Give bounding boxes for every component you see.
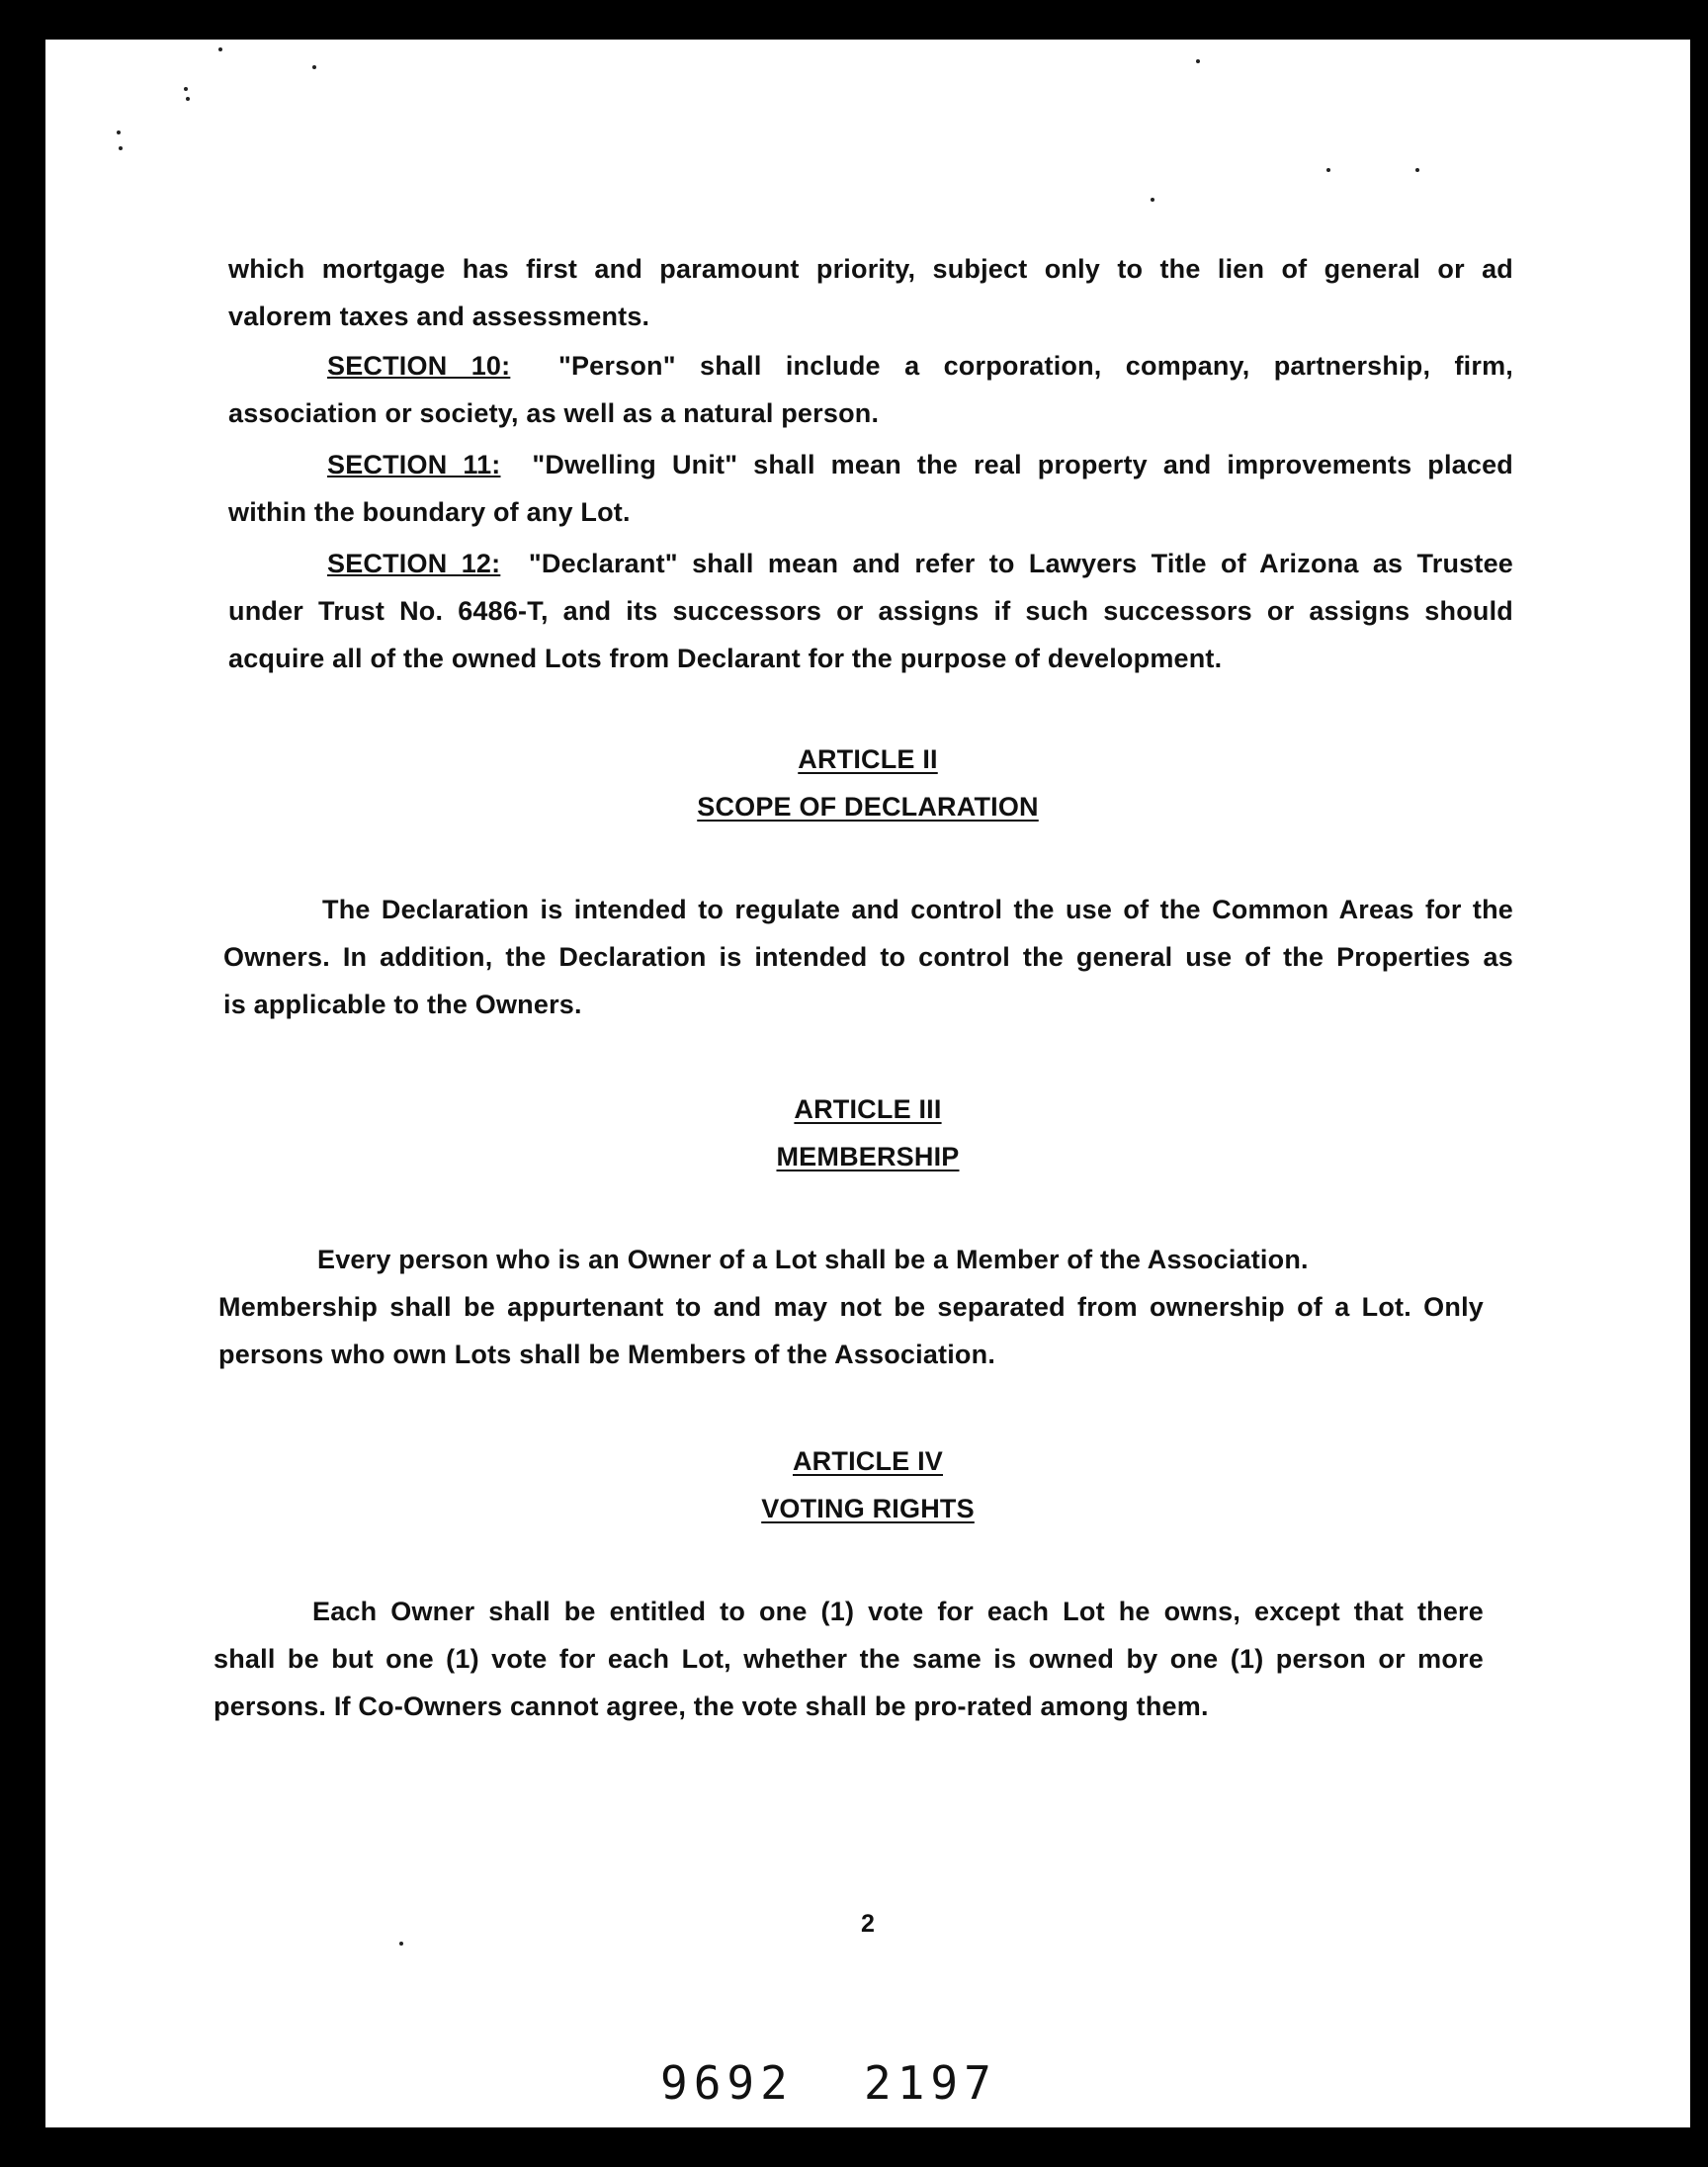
scan-speck: [1196, 59, 1200, 63]
section-11: [228, 441, 1513, 536]
section-label: SECTION 12:: [327, 549, 501, 578]
scan-speck: [399, 1942, 403, 1946]
article-4-title: VOTING RIGHTS: [761, 1494, 975, 1523]
section-12: [228, 540, 1513, 682]
text-line: acquire all of the owned Lots from Declarant for the purpose of development.: [228, 644, 1223, 673]
text-line: Every person who is an Owner of a Lot shall be a Member of the Association.: [317, 1245, 1309, 1274]
article-3-number: ARTICLE III: [794, 1094, 942, 1124]
text-line: under Trust No. 6486-T, and its successors or assigns if such successors or assigns should: [228, 596, 1513, 626]
scan-speck: [184, 87, 188, 91]
text-line: valorem taxes and assessments.: [228, 302, 650, 331]
text-line: association or society, as well as a natural person.: [228, 398, 880, 428]
document-body: [45, 40, 1690, 2127]
section-text: "Dwelling Unit" shall mean the real property and improvements placed: [532, 450, 1513, 479]
paragraph-article-2: [223, 886, 1513, 1028]
article-2-number: ARTICLE II: [798, 744, 938, 774]
text-line: shall be but one (1) vote for each Lot, whether the same is owned by one (1) person or more: [214, 1644, 1484, 1674]
paragraph-article-4: [214, 1588, 1484, 1730]
section-label: SECTION 11:: [327, 450, 501, 479]
text-line: The Declaration is intended to regulate and control the use of the Common Areas for the: [322, 895, 1513, 924]
scan-speck: [186, 97, 190, 101]
article-4-number: ARTICLE IV: [792, 1446, 943, 1476]
section-text: "Person" shall include a corporation, company, partnership, firm,: [557, 351, 1513, 381]
text-line: [228, 342, 1513, 390]
text-line: Each Owner shall be entitled to one (1) vote for each Lot he owns, except that there: [312, 1597, 1484, 1626]
section-text: "Declarant" shall mean and refer to Lawyers Title of Arizona as Trustee: [528, 549, 1513, 578]
paragraph-article-3: [218, 1236, 1484, 1378]
article-2-title: SCOPE OF DECLARATION: [697, 792, 1039, 822]
scan-speck: [1415, 168, 1419, 172]
text-line: persons who own Lots shall be Members of the Association.: [218, 1340, 996, 1369]
section-10: [228, 342, 1513, 437]
text-line: is applicable to the Owners.: [223, 990, 582, 1019]
scan-speck: [218, 47, 222, 51]
article-3-title: MEMBERSHIP: [776, 1142, 960, 1171]
scan-speck: [119, 146, 123, 150]
text-line: Owners. In addition, the Declaration is intended to control the general use of the Properties as: [223, 942, 1513, 972]
scan-speck: [1326, 168, 1330, 172]
text-line: persons. If Co-Owners cannot agree, the vote shall be pro-rated among them.: [214, 1691, 1209, 1721]
page-number: 2: [860, 1910, 876, 1938]
text-line: [228, 540, 1513, 587]
document-stamp-left: 9692: [660, 2056, 794, 2110]
text-line: within the boundary of any Lot.: [228, 497, 631, 527]
paragraph-intro: [228, 245, 1513, 340]
scan-speck: [312, 65, 316, 69]
text-line: Membership shall be appurtenant to and may not be separated from ownership of a Lot. Only: [218, 1292, 1484, 1322]
document-stamp-right: 2197: [864, 2056, 997, 2110]
scan-speck: [117, 130, 121, 134]
document-page: [45, 40, 1690, 2127]
text-line: which mortgage has first and paramount priority, subject only to the lien of general or ad: [228, 254, 1513, 284]
section-label: SECTION 10:: [327, 351, 511, 381]
text-line: [228, 441, 1513, 488]
scan-speck: [1151, 198, 1154, 202]
